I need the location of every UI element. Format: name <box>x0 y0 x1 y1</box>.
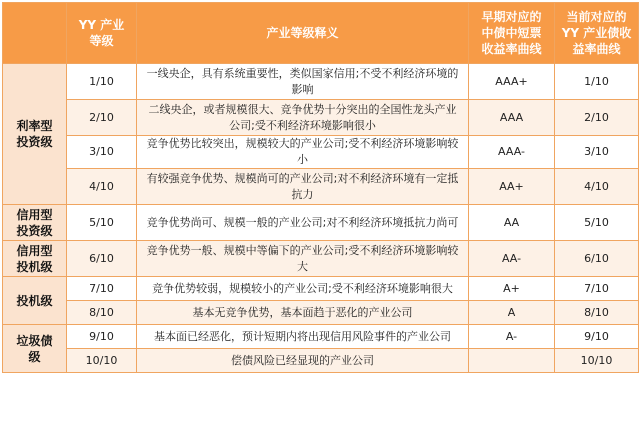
grade-cell: 5/10 <box>67 205 137 241</box>
table-row <box>3 169 639 205</box>
table-row <box>3 100 639 136</box>
header-early-curve-line: 中债中短票 <box>481 26 542 40</box>
description-cell: 二线央企，或者规模很大、竞争优势十分突出的全国性龙头产业公司;受不利经济环境影响很小 <box>137 100 469 136</box>
early-curve-cell: AA- <box>469 241 555 277</box>
header-description: 产业等级释义 <box>137 3 469 64</box>
early-curve-cell: AAA+ <box>469 64 555 100</box>
current-curve-cell: 3/10 <box>555 136 639 169</box>
grade-cell: 8/10 <box>67 301 137 325</box>
early-curve-cell <box>469 349 555 373</box>
category-cell <box>3 205 67 241</box>
header-early-curve-line: 早期对应的 <box>481 10 542 24</box>
early-curve-cell: AAA <box>469 100 555 136</box>
grade-cell: 1/10 <box>67 64 137 100</box>
table-header <box>3 3 639 64</box>
category-cell <box>3 325 67 373</box>
current-curve-cell: 1/10 <box>555 64 639 100</box>
header-category <box>3 3 67 64</box>
grade-cell: 2/10 <box>67 100 137 136</box>
category-label: 投资级 <box>16 223 53 238</box>
early-curve-cell: A <box>469 301 555 325</box>
category-label: 信用型 <box>16 243 53 258</box>
header-grade <box>67 3 137 64</box>
early-curve-cell: A+ <box>469 277 555 301</box>
header-current-curve-line: 益率曲线 <box>572 42 621 56</box>
table-row <box>3 349 639 373</box>
grade-cell: 4/10 <box>67 169 137 205</box>
table-body <box>3 64 639 373</box>
current-curve-cell: 7/10 <box>555 277 639 301</box>
header-early-curve-line: 收益率曲线 <box>481 42 542 56</box>
description-cell: 竞争优势较弱，规模较小的产业公司;受不利经济环境影响很大 <box>137 277 469 301</box>
grade-cell: 6/10 <box>67 241 137 277</box>
category-label: 信用型 <box>16 207 53 222</box>
early-curve-cell: AAA- <box>469 136 555 169</box>
description-cell: 基本面已经恶化，预计短期内将出现信用风险事件的产业公司 <box>137 325 469 349</box>
category-cell <box>3 277 67 325</box>
description-cell: 有较强竞争优势、规模尚可的产业公司;对不利经济环境有一定抵抗力 <box>137 169 469 205</box>
category-cell <box>3 64 67 205</box>
description-cell: 竞争优势一般、规模中等偏下的产业公司;受不利经济环境影响较大 <box>137 241 469 277</box>
current-curve-cell: 5/10 <box>555 205 639 241</box>
category-label: 垃圾债 <box>16 333 53 348</box>
table-row <box>3 325 639 349</box>
description-cell: 基本无竞争优势，基本面趋于恶化的产业公司 <box>137 301 469 325</box>
grade-cell: 7/10 <box>67 277 137 301</box>
description-cell: 偿债风险已经显现的产业公司 <box>137 349 469 373</box>
header-current-curve-line: 当前对应的 <box>566 10 627 24</box>
header-current-curve-line: YY 产业债收 <box>561 26 632 40</box>
table-row <box>3 136 639 169</box>
category-label: 投资级 <box>16 135 53 149</box>
current-curve-cell: 9/10 <box>555 325 639 349</box>
category-label: 投机级 <box>16 259 53 274</box>
early-curve-cell: AA+ <box>469 169 555 205</box>
current-curve-cell: 8/10 <box>555 301 639 325</box>
table-row <box>3 64 639 100</box>
category-label: 利率型 <box>16 119 53 133</box>
early-curve-cell: AA <box>469 205 555 241</box>
current-curve-cell: 4/10 <box>555 169 639 205</box>
grade-cell: 9/10 <box>67 325 137 349</box>
table-row <box>3 277 639 301</box>
description-cell: 竞争优势比较突出，规模较大的产业公司;受不利经济环境影响较小 <box>137 136 469 169</box>
current-curve-cell: 6/10 <box>555 241 639 277</box>
early-curve-cell: A- <box>469 325 555 349</box>
description-cell: 一线央企，具有系统重要性，类似国家信用;不受不利经济环境的影响 <box>137 64 469 100</box>
table-row <box>3 241 639 277</box>
category-label: 级 <box>28 349 41 364</box>
industry-rating-table <box>2 2 639 373</box>
category-label: 投机级 <box>16 293 53 308</box>
grade-cell: 10/10 <box>67 349 137 373</box>
header-current-curve <box>555 3 639 64</box>
table-row <box>3 301 639 325</box>
category-cell <box>3 241 67 277</box>
current-curve-cell: 2/10 <box>555 100 639 136</box>
header-grade-line: YY 产业 <box>78 18 125 32</box>
header-grade-line: 等级 <box>89 34 114 48</box>
table-row <box>3 205 639 241</box>
header-early-curve <box>469 3 555 64</box>
description-cell: 竞争优势尚可、规模一般的产业公司;对不利经济环境抵抗力尚可 <box>137 205 469 241</box>
grade-cell: 3/10 <box>67 136 137 169</box>
current-curve-cell: 10/10 <box>555 349 639 373</box>
